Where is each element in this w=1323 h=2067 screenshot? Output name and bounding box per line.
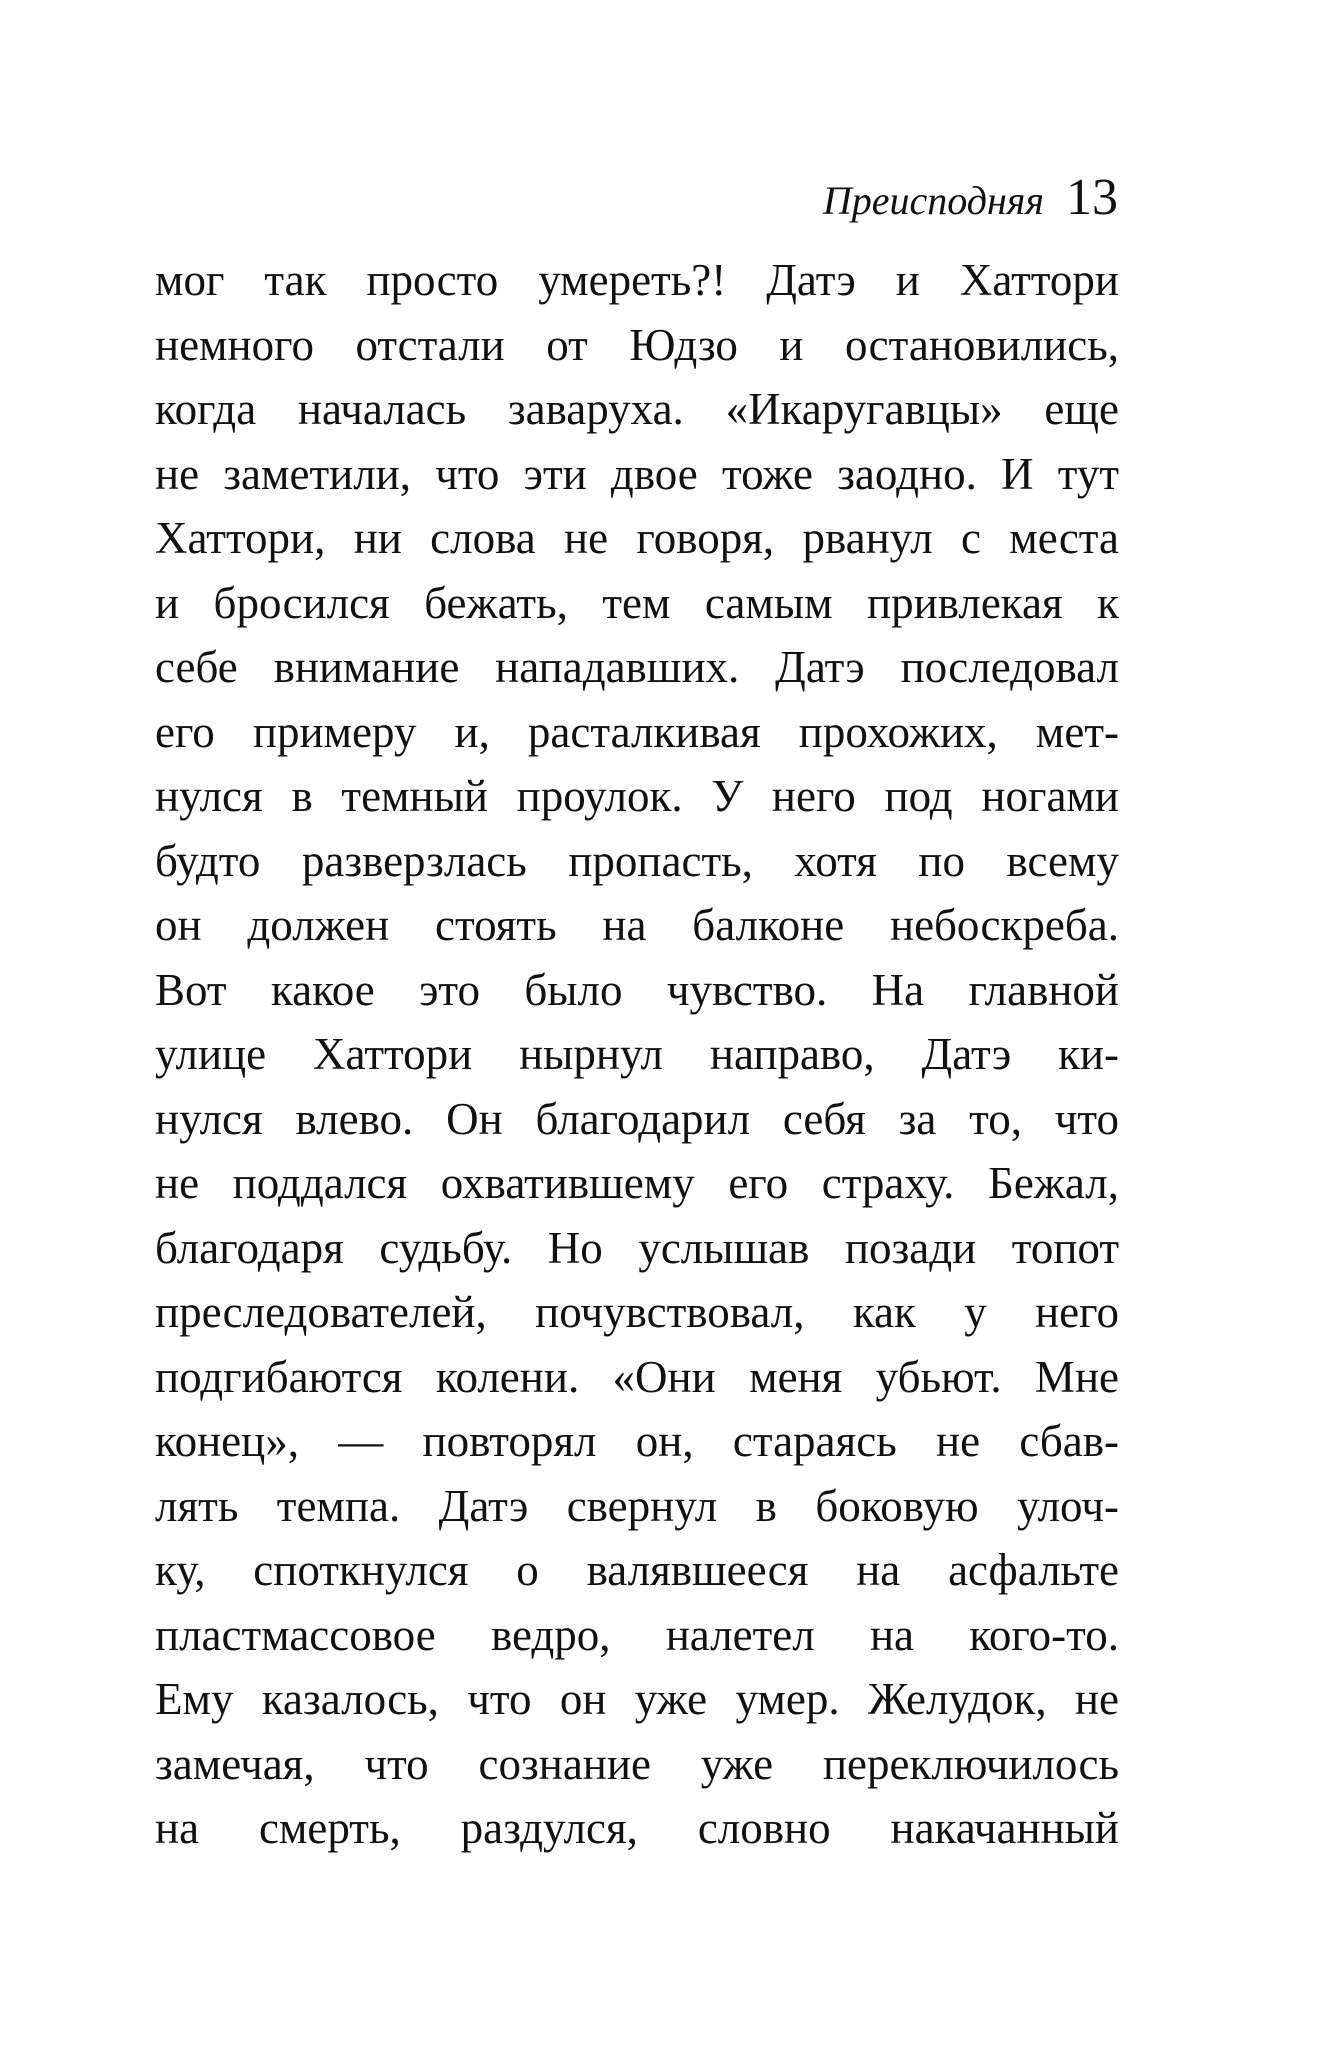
text-line: на смерть, раздулся, словно накачанный bbox=[155, 1803, 1119, 1853]
text-line: Хаттори, ни слова не говоря, рванул с места bbox=[155, 513, 1119, 563]
text-line: нулся в темный проулок. У него под ногами bbox=[155, 771, 1119, 821]
text-line: нулся влево. Он благодарил себя за то, что bbox=[155, 1093, 1119, 1144]
text-line: замечая, что сознание уже переключилось bbox=[155, 1738, 1119, 1789]
text-line: благодаря судьбу. Но услышав позади топот bbox=[155, 1222, 1119, 1273]
text-line: не заметили, что эти двое тоже заодно. И тут bbox=[155, 448, 1119, 499]
text-line: ку, споткнулся о валявшееся на асфальте bbox=[155, 1545, 1119, 1595]
text-line: лять темпа. Датэ свернул в боковую улоч- bbox=[155, 1480, 1119, 1531]
text-line: Вот какое это было чувство. На главной bbox=[155, 964, 1119, 1015]
text-line: подгибаются колени. «Они меня убьют. Мне bbox=[155, 1351, 1119, 1402]
text-line: Ему казалось, что он уже умер. Желудок, не bbox=[155, 1674, 1119, 1724]
text-line: улице Хаттори нырнул направо, Датэ ки- bbox=[155, 1029, 1119, 1079]
text-line: мог так просто умереть?! Датэ и Хаттори bbox=[155, 255, 1119, 305]
text-line: не поддался охватившему его страху. Бежал, bbox=[155, 1158, 1119, 1208]
text-line: он должен стоять на балконе небоскреба. bbox=[155, 900, 1119, 950]
text-line: будто разверзлась пропасть, хотя по всему bbox=[155, 835, 1119, 886]
page-number: 13 bbox=[1066, 169, 1118, 226]
text-line: его примеру и, расталкивая прохожих, мет- bbox=[155, 706, 1119, 757]
running-head bbox=[823, 168, 1118, 238]
text-line: пластмассовое ведро, налетел на кого-то. bbox=[155, 1609, 1119, 1660]
text-line: и бросился бежать, тем самым привлекая к bbox=[155, 577, 1119, 628]
text-line: конец», — повторял он, стараясь не сбав- bbox=[155, 1416, 1119, 1466]
text-line: преследователей, почувствовал, как у него bbox=[155, 1287, 1119, 1337]
section-title: Преисподняя bbox=[822, 178, 1044, 223]
text-line: себе внимание нападавших. Датэ последовал bbox=[155, 642, 1119, 692]
text-line: когда началась заваруха. «Икаругавцы» еще bbox=[155, 384, 1119, 434]
text-line: немного отстали от Юдзо и остановились, bbox=[155, 319, 1119, 370]
body-text bbox=[155, 248, 1119, 1861]
